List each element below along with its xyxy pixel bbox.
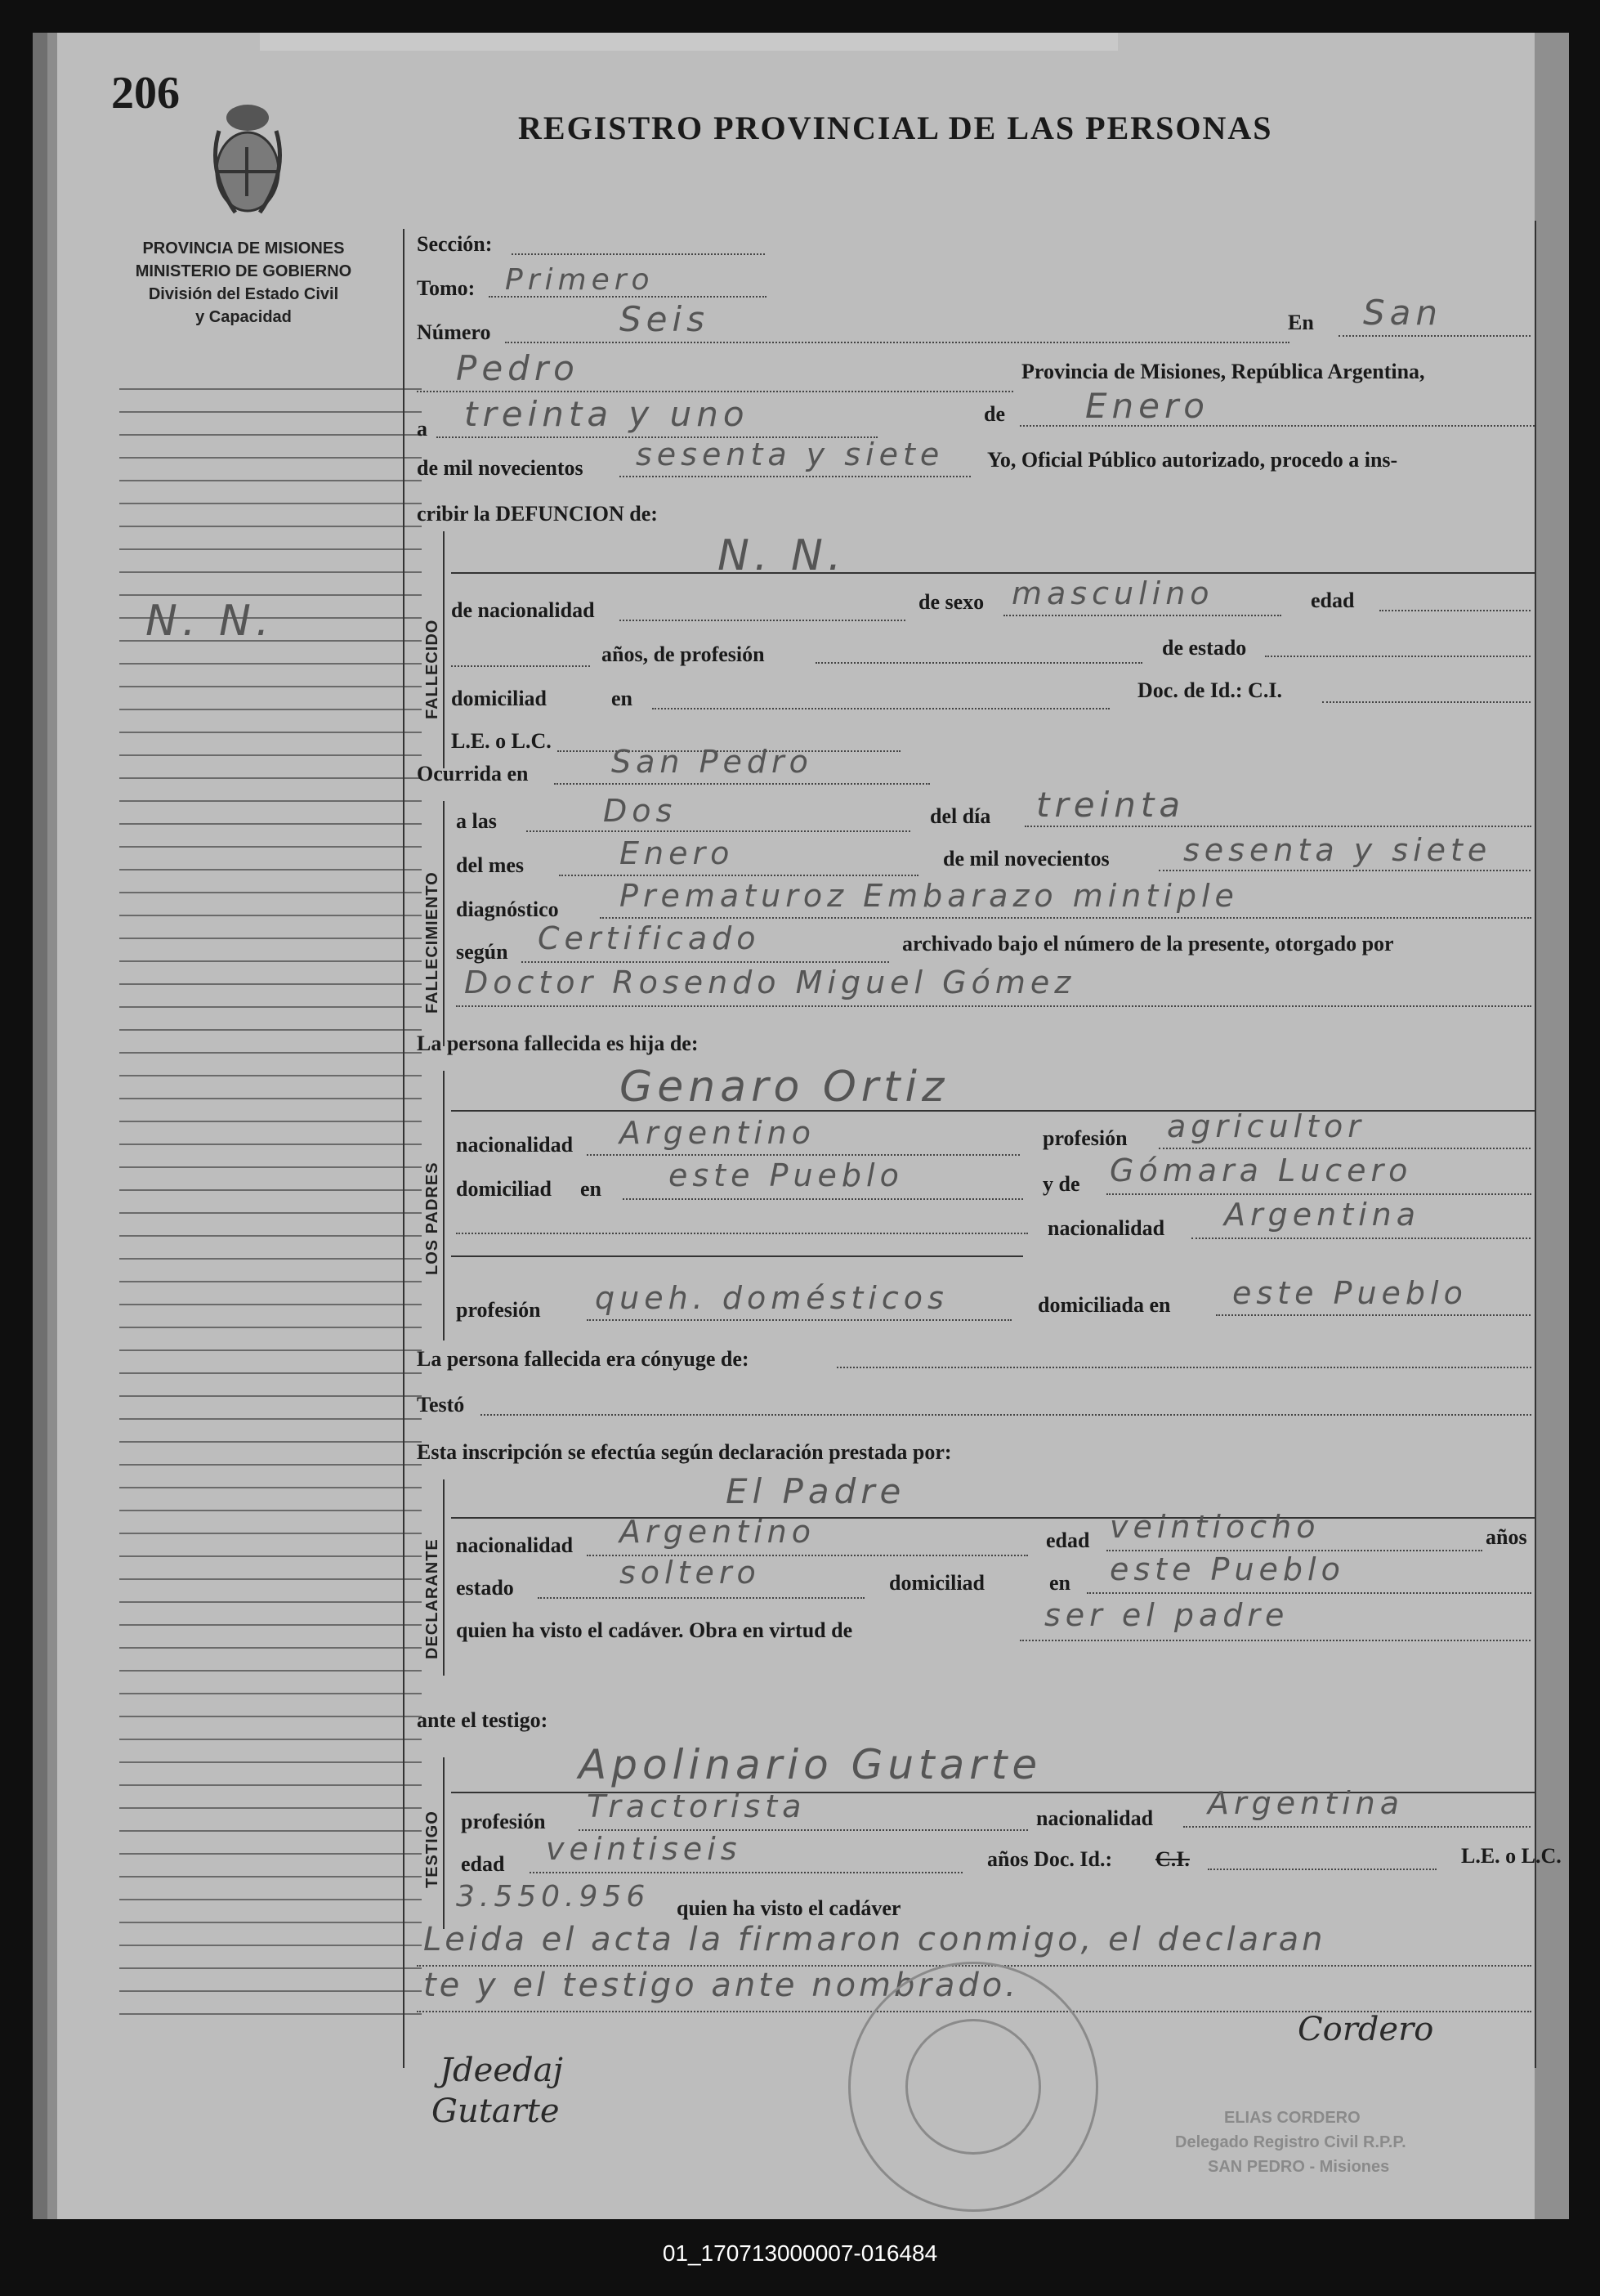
label-de-mil2: de mil novecientos	[943, 847, 1110, 871]
form-right-border	[1535, 221, 1536, 2068]
margin-rule-line	[119, 1601, 422, 1603]
margin-rule-line	[119, 1578, 422, 1580]
margin-rule-line	[119, 915, 422, 916]
hw-nac-test: Argentina	[1208, 1785, 1405, 1821]
label-del-dia: del día	[930, 804, 991, 828]
margin-rule-line	[119, 1464, 422, 1466]
hw-prof-test: Tractorista	[587, 1788, 807, 1824]
margin-rule-line	[119, 1189, 422, 1191]
margin-rule-line	[119, 1876, 422, 1878]
margin-rule-line	[119, 1006, 422, 1008]
margin-rule-line	[119, 938, 422, 939]
label-declaracion: Esta inscripción se efectúa según declaración prestada por:	[417, 1440, 952, 1464]
hw-en: San	[1363, 293, 1443, 333]
hw-numero: Seis	[619, 299, 710, 339]
margin-rule-line	[119, 1784, 422, 1786]
margin-rule-line	[119, 1945, 422, 1946]
margin-rule-line	[119, 709, 422, 710]
label-le-lc-test: L.E. o L.C.	[1461, 1844, 1562, 1868]
margin-rule-line	[119, 1441, 422, 1443]
label-numero: Número	[417, 320, 491, 344]
margin-rule-line	[119, 1807, 422, 1809]
label-segun: según	[456, 940, 508, 964]
margin-rule-line	[119, 1624, 422, 1626]
margin-rule-line	[119, 1121, 422, 1122]
label-de-mil: de mil novecientos	[417, 456, 583, 480]
label-hija-de: La persona fallecida es hija de:	[417, 1032, 699, 1055]
hw-estado-decl: soltero	[619, 1555, 761, 1591]
label-diagnostico: diagnóstico	[456, 897, 559, 921]
label-le-lc: L.E. o L.C.	[451, 729, 552, 753]
label-nac-madre: nacionalidad	[1048, 1216, 1165, 1240]
signature-official: Cordero	[1298, 2011, 1434, 2048]
signature-2: Gutarte	[431, 2092, 560, 2130]
label-dom-padre: domiciliad	[456, 1177, 552, 1201]
section-fallecido: FALLECIDO	[423, 619, 441, 719]
margin-rule-line	[119, 434, 422, 436]
margin-rule-line	[119, 457, 422, 459]
margin-rule-line	[119, 960, 422, 962]
label-estado: de estado	[1162, 636, 1247, 660]
hw-edad-test: veintiseis	[546, 1831, 742, 1867]
hw-virtud: ser el padre	[1044, 1597, 1289, 1633]
hw-dia-fall: treinta	[1036, 785, 1186, 825]
label-a-las: a las	[456, 809, 497, 833]
label-nac-padre: nacionalidad	[456, 1133, 574, 1157]
top-strip	[260, 33, 1118, 51]
margin-rule-line	[119, 571, 422, 573]
label-en-decl: en	[1049, 1571, 1070, 1595]
label-provincia: Provincia de Misiones, República Argentina,	[1021, 360, 1425, 383]
label-cadaver-decl: quien ha visto el cadáver. Obra en virtud de	[456, 1618, 853, 1642]
binding-edge	[47, 33, 57, 2219]
margin-rule-line	[119, 1510, 422, 1511]
hw-diagnostico: Prematuroz Embarazo mintiple	[619, 878, 1239, 914]
margin-rule-line	[119, 754, 422, 756]
label-testo: Testó	[417, 1393, 465, 1417]
hw-hora: Dos	[603, 793, 677, 829]
margin-rule-line	[119, 548, 422, 550]
label-estado-decl: estado	[456, 1576, 514, 1600]
label-prof-madre: profesión	[456, 1298, 541, 1322]
margin-rule-line	[119, 594, 422, 596]
margin-rule-line	[119, 1372, 422, 1374]
margin-rule-line	[119, 1327, 422, 1328]
label-edad-decl: edad	[1046, 1528, 1090, 1552]
margin-rule-line	[119, 1304, 422, 1305]
hw-mes-fall: Enero	[619, 835, 735, 871]
margin-rule-line	[119, 1258, 422, 1260]
label-anos-profesion: años, de profesión	[601, 642, 765, 666]
stamp-line-2: Delegado Registro Civil R.P.P.	[1175, 2133, 1406, 2151]
margin-rule-line	[119, 2013, 422, 2015]
margin-rule-line	[119, 1235, 422, 1237]
label-edad-test: edad	[461, 1852, 505, 1876]
label-doc-id: Doc. de Id.: C.I.	[1137, 678, 1282, 702]
label-a: a	[417, 417, 427, 441]
office-line: y Capacidad	[195, 308, 292, 326]
margin-rule-line	[119, 1281, 422, 1282]
label-conyuge: La persona fallecida era cónyuge de:	[417, 1347, 749, 1371]
margin-rule-line	[119, 892, 422, 893]
section-fallecimiento: FALLECIMIENTO	[423, 871, 441, 1014]
margin-rule-line	[119, 1647, 422, 1649]
margin-rule-line	[119, 823, 422, 825]
margin-rule-line	[119, 1212, 422, 1214]
margin-rule-line	[119, 388, 422, 390]
margin-rule-line	[119, 1533, 422, 1534]
hw-tomo: Primero	[505, 263, 655, 297]
page-number: 206	[111, 68, 180, 119]
hw-dom-decl: este Pueblo	[1110, 1551, 1345, 1587]
margin-rule-line	[119, 1052, 422, 1054]
hw-declarante: El Padre	[726, 1471, 906, 1511]
margin-note: N. N.	[145, 597, 275, 646]
margin-rule-line	[119, 1693, 422, 1694]
hw-anio: sesenta y siete	[636, 436, 945, 472]
hw-sexo: masculino	[1012, 575, 1214, 611]
margin-rule-line	[119, 1739, 422, 1740]
hw-testigo: Apolinario Gutarte	[579, 1741, 1043, 1788]
margin-rule-line	[119, 1098, 422, 1099]
margin-rule-line	[119, 663, 422, 665]
hw-mes: Enero	[1085, 386, 1209, 426]
hw-prof-padre: agricultor	[1167, 1108, 1365, 1144]
hw-dia: treinta y uno	[464, 394, 749, 434]
office-header	[105, 237, 382, 329]
hw-ocurrida: San Pedro	[611, 744, 813, 780]
round-seal-inner	[905, 2019, 1041, 2155]
margin-rule-line	[119, 1418, 422, 1420]
hw-edad-decl: veintiocho	[1110, 1509, 1321, 1545]
margin-rule-line	[119, 732, 422, 733]
margin-rule-line	[119, 1830, 422, 1832]
margin-rule-line	[119, 1075, 422, 1076]
label-ci-test: C.I.	[1155, 1847, 1190, 1871]
label-prof-padre: profesión	[1043, 1126, 1128, 1150]
label-cadaver-test: quien ha visto el cadáver	[677, 1896, 901, 1920]
label-archivado: archivado bajo el número de la presente, otorgado por	[902, 932, 1394, 956]
office-line: PROVINCIA DE MISIONES	[142, 239, 345, 257]
label-dom-madre: domiciliada en	[1038, 1293, 1171, 1317]
label-edad: edad	[1311, 589, 1355, 612]
margin-rule-line	[119, 983, 422, 985]
margin-rule-line	[119, 777, 422, 779]
label-del-mes: del mes	[456, 853, 525, 877]
hw-closing-2: te y el testigo ante nombrado.	[423, 1967, 1019, 2004]
stamp-line-1: ELIAS CORDERO	[1224, 2109, 1361, 2127]
margin-rule-line	[119, 869, 422, 871]
hw-lugar: Pedro	[456, 348, 579, 388]
label-nacionalidad: de nacionalidad	[451, 598, 595, 622]
label-y-de: y de	[1043, 1172, 1080, 1196]
section-declarante: DECLARANTE	[423, 1538, 441, 1659]
label-anos-doc: años Doc. Id.:	[987, 1847, 1113, 1871]
label-nac-decl: nacionalidad	[456, 1533, 574, 1557]
margin-rule-line	[119, 480, 422, 481]
hw-segun: Certificado	[538, 920, 761, 956]
label-ocurrida: Ocurrida en	[417, 762, 529, 785]
label-domiciliado: domiciliad	[451, 687, 547, 710]
label-domiciliad-decl: domiciliad	[889, 1571, 985, 1595]
margin-rule-line	[119, 526, 422, 527]
page-title: REGISTRO PROVINCIAL DE LAS PERSONAS	[518, 110, 1273, 146]
document-page	[33, 33, 1569, 2219]
office-line: División del Estado Civil	[148, 285, 339, 303]
label-tomo: Tomo:	[417, 276, 476, 300]
label-en2: en	[611, 687, 632, 710]
form-left-border	[403, 229, 404, 2068]
margin-rule-line	[119, 846, 422, 848]
margin-rule-line	[119, 1487, 422, 1488]
hw-padre: Genaro Ortiz	[619, 1063, 950, 1112]
signature-1: Jdeedaj	[440, 2052, 563, 2089]
stamp-line-3: SAN PEDRO - Misiones	[1208, 2158, 1390, 2176]
hw-dom-madre: este Pueblo	[1232, 1275, 1468, 1311]
office-line: MINISTERIO DE GOBIERNO	[135, 262, 352, 280]
label-en: En	[1288, 311, 1314, 334]
margin-rule-line	[119, 1990, 422, 1992]
hw-nac-padre: Argentino	[619, 1115, 816, 1151]
margin-rule-line	[119, 1853, 422, 1855]
hw-nac-decl: Argentino	[619, 1514, 816, 1550]
margin-rule-line	[119, 1555, 422, 1557]
hw-madre: Gómara Lucero	[1110, 1152, 1413, 1188]
label-sexo: de sexo	[918, 590, 985, 614]
hw-prof-madre: queh. domésticos	[595, 1280, 949, 1316]
margin-rule-line	[119, 1144, 422, 1145]
margin-rule-line	[119, 1922, 422, 1923]
right-edge	[1535, 33, 1569, 2219]
margin-rule-line	[119, 1349, 422, 1351]
margin-rule-line	[119, 411, 422, 413]
label-en-padre: en	[580, 1177, 601, 1201]
label-anos: años	[1486, 1525, 1527, 1549]
section-los-padres: LOS PADRES	[423, 1161, 441, 1275]
label-yo-oficial: Yo, Oficial Público autorizado, procedo a ins-	[987, 448, 1398, 472]
hw-doc-test: 3.550.956	[456, 1880, 650, 1913]
file-footer: 01_170713000007-016484	[662, 2240, 938, 2266]
label-seccion: Sección:	[417, 232, 493, 256]
hw-nombre: N. N.	[717, 531, 847, 580]
margin-rule-line	[119, 1395, 422, 1397]
label-prof-test: profesión	[461, 1810, 546, 1833]
margin-rule-line	[119, 1967, 422, 1969]
label-inscribir: cribir la DEFUNCION de:	[417, 502, 658, 526]
margin-rule-line	[119, 1761, 422, 1763]
label-de: de	[984, 402, 1005, 426]
label-nac-test: nacionalidad	[1036, 1806, 1154, 1830]
margin-rule-line	[119, 1899, 422, 1900]
margin-rule-line	[119, 1670, 422, 1672]
hw-closing-1: Leida el acta la firmaron conmigo, el declaran	[423, 1921, 1326, 1958]
hw-dom-padre: este Pueblo	[668, 1157, 904, 1193]
section-testigo: TESTIGO	[423, 1810, 441, 1888]
hw-anio-fall: sesenta y siete	[1183, 832, 1492, 868]
margin-rule-line	[119, 503, 422, 504]
margin-rule-line	[119, 1029, 422, 1031]
margin-rule-line	[119, 1716, 422, 1717]
margin-rule-line	[119, 800, 422, 802]
label-ante-testigo: ante el testigo:	[417, 1708, 548, 1732]
hw-doctor: Doctor Rosendo Miguel Gómez	[464, 964, 1076, 1000]
coat-of-arms-icon	[203, 98, 293, 221]
hw-nac-madre: Argentina	[1224, 1197, 1421, 1233]
margin-rule-line	[119, 1166, 422, 1168]
margin-rule-line	[119, 686, 422, 687]
